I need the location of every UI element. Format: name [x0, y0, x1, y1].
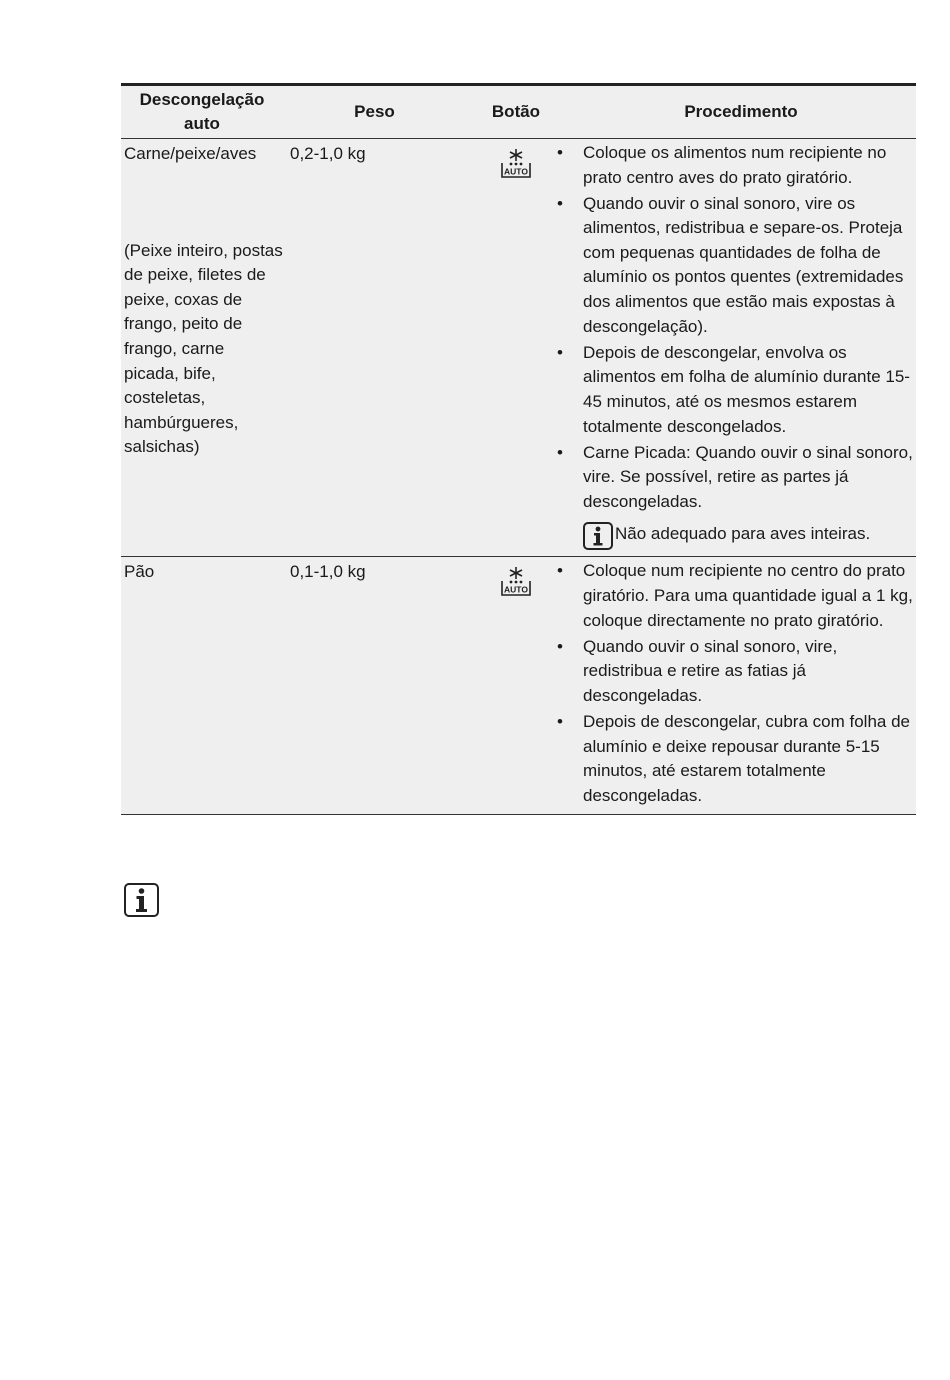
- procedure-cell: [566, 557, 916, 813]
- list-item: • Depois de descongelar, envolva os alimentos em folha de alumínio durante 15-45 minutos, até os mesmos estarem totalmente descongelados.: [566, 341, 916, 439]
- auto-defrost-icon: [499, 147, 533, 556]
- list-item: • Quando ouvir o sinal sonoro, vire os alimentos, redistribua e separe-os. Proteja com pequenas quantidades de folha de alumínio os pontos quentes (extremidades dos alimentos que estão mais expostas à descongelação).: [566, 192, 916, 340]
- table-header-row: [121, 86, 916, 139]
- weight-value: 0,1-1,0 kg: [290, 562, 366, 582]
- auto-defrost-icon: [499, 565, 533, 813]
- food-cell: [121, 139, 283, 556]
- info-icon: [583, 522, 613, 550]
- button-cell: [466, 557, 566, 813]
- procedure-note: [583, 522, 916, 550]
- info-icon: [124, 883, 159, 917]
- svg-text:AUTO: AUTO: [504, 166, 528, 177]
- list-item: • Quando ouvir o sinal sonoro, vire, redistribua e retire as fatias já descongeladas.: [566, 635, 916, 709]
- header-weight: Peso: [354, 102, 395, 121]
- list-item: • Depois de descongelar, cubra com folha de alumínio e deixe repousar durante 5-15 minutos, até estarem totalmente descongeladas.: [566, 710, 916, 808]
- list-item: • Carne Picada: Quando ouvir o sinal sonoro, vire. Se possível, retire as partes já descongeladas.: [566, 441, 916, 515]
- food-name: Carne/peixe/aves: [124, 144, 257, 163]
- header-procedure: Procedimento: [684, 102, 798, 121]
- weight-value: 0,2-1,0 kg: [290, 144, 366, 163]
- table-row: [121, 557, 916, 814]
- defrost-table: [121, 83, 916, 815]
- food-examples: (Peixe inteiro, postas de peixe, filetes de peixe, coxas de frango, peito de frango, carne picada, bife, costeletas, hambúrgueres, salsichas): [124, 240, 283, 457]
- button-cell: [466, 139, 566, 556]
- svg-text:AUTO: AUTO: [504, 584, 528, 595]
- procedure-cell: [566, 139, 916, 556]
- food-name: Pão: [124, 562, 155, 582]
- table-row: [121, 139, 916, 557]
- note-text: Não adequado para aves inteiras.: [615, 524, 871, 544]
- header-food: Descongelação auto: [139, 90, 265, 133]
- list-item: • Coloque os alimentos num recipiente no prato centro aves do prato giratório.: [566, 141, 916, 190]
- header-button: Botão: [491, 102, 541, 121]
- list-item: • Coloque num recipiente no centro do prato giratório. Para uma quantidade igual a 1 kg, coloque directamente no prato giratório.: [566, 559, 916, 633]
